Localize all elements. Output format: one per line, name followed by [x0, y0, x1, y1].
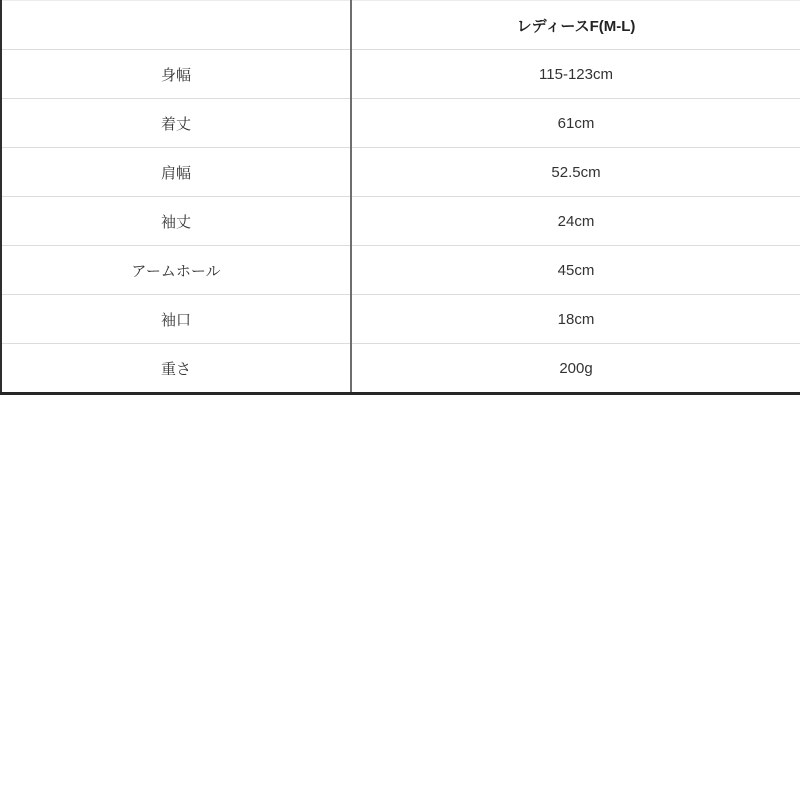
measurement-label: アームホール: [1, 246, 351, 295]
empty-page-area: [0, 395, 800, 801]
table-row: [1, 148, 800, 197]
measurement-label: 肩幅: [1, 148, 351, 197]
table-row: [1, 344, 800, 394]
measurement-label: 着丈: [1, 99, 351, 148]
header-size-column: レディースF(M-L): [351, 1, 800, 50]
size-table-body: [1, 50, 800, 394]
measurement-value: 45cm: [351, 246, 800, 295]
measurement-value: 24cm: [351, 197, 800, 246]
table-row: [1, 50, 800, 99]
table-row: [1, 197, 800, 246]
measurement-value: 115-123cm: [351, 50, 800, 99]
measurement-label: 袖口: [1, 295, 351, 344]
table-row: [1, 99, 800, 148]
measurement-label: 身幅: [1, 50, 351, 99]
measurement-value: 61cm: [351, 99, 800, 148]
measurement-label: 重さ: [1, 344, 351, 394]
table-header-row: [1, 1, 800, 50]
size-chart-table: [0, 0, 800, 395]
table-row: [1, 295, 800, 344]
size-table-header: [1, 1, 800, 50]
table-row: [1, 246, 800, 295]
header-corner-cell: [1, 1, 351, 50]
measurement-value: 52.5cm: [351, 148, 800, 197]
measurement-value: 18cm: [351, 295, 800, 344]
measurement-label: 袖丈: [1, 197, 351, 246]
measurement-value: 200g: [351, 344, 800, 394]
